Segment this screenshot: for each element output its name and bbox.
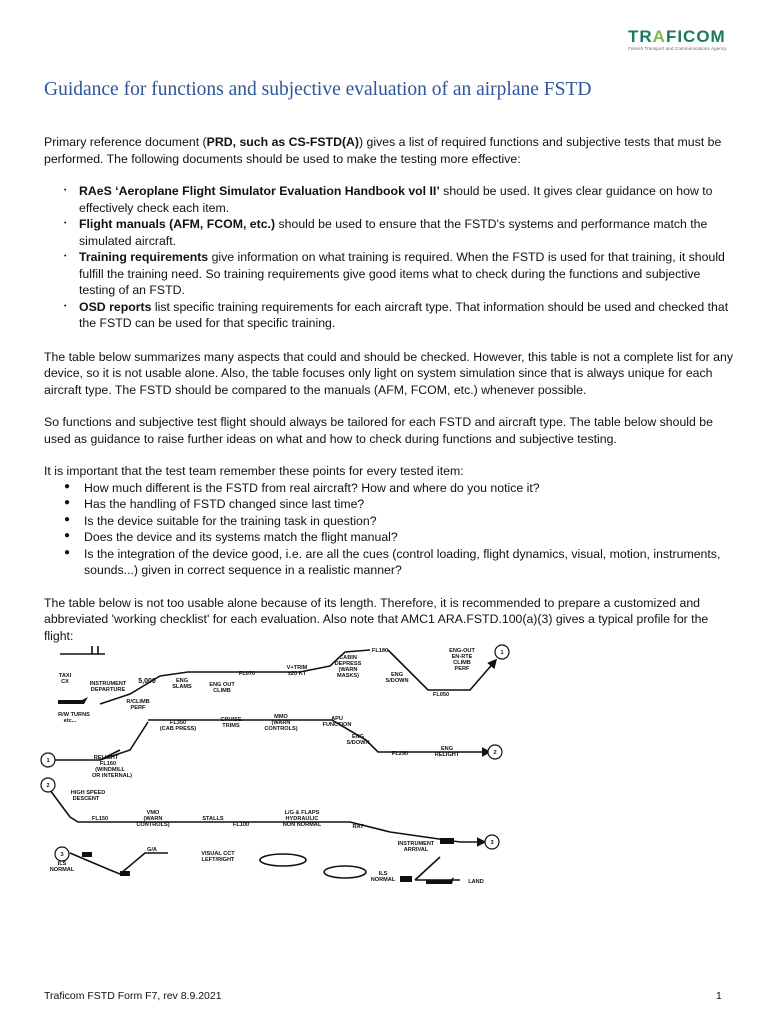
label-arrival: ARRIVAL: [403, 847, 429, 853]
label-vmo: VMO: [146, 810, 160, 816]
list-item-bold: RAeS ‘Aeroplane Flight Simulator Evaluation Handbook vol II’: [79, 184, 440, 198]
list-item-text: should be used to ensure that the FSTD's systems and performance match the simulated aircraft.: [79, 217, 708, 248]
label-eng-out-r: ENG-OUT: [449, 648, 475, 654]
runway-icon: [400, 876, 412, 882]
cruise-path: [148, 720, 490, 752]
label-circle-2: 2: [493, 750, 497, 756]
label-rat: RAT: [352, 824, 364, 830]
traficom-logo: [628, 28, 740, 51]
list-item: [44, 183, 736, 216]
aircraft-icons: [58, 697, 454, 884]
page-title: Guidance for functions and subjective evaluation of an airplane FSTD: [44, 79, 592, 100]
paragraph: The table below summarizes many aspects that could and should be checked. However, this table is not a complete list for any device, so it is not usable alone. Also, the table focuses only light on system simulation since that is always unique for each aircraft type. The FSTD should be compared to the manuals (AFM, FCOM, etc.) whenever possible.: [44, 349, 733, 397]
label-5000: 5,000: [138, 678, 156, 685]
label-high-speed: HIGH SPEED: [70, 790, 106, 796]
intro-paragraph: [44, 134, 736, 167]
label-trims: TRIMS: [222, 723, 240, 729]
label-fl160: FL160: [99, 761, 117, 767]
list-item-text: give information on what training is required. When the FSTD is used for that training, it should fulfill the training need. So training requirements give good items what to check during the functions and subjective testing of an FSTD.: [79, 250, 725, 297]
intro-text-2: ) gives a list of required functions and subjective tests that must be performed. The following documents should be used to make the testing more effective:: [44, 135, 722, 166]
label-warn: (WARN: [143, 816, 163, 822]
label-cruise: CRUISE: [220, 717, 242, 723]
label-perf-r: PERF: [454, 666, 470, 672]
list-item-text: list specific training requirements for each aircraft type. That information should be used and checked that the FSTD can be used for that specific training.: [79, 299, 729, 330]
list-item: [44, 299, 736, 332]
list-item: ● How much different is the FSTD from real aircraft? How and where do you notice it?: [44, 480, 736, 497]
label-normal: NORMAL: [49, 867, 75, 873]
label-ga: G/A: [147, 847, 157, 853]
label-left-right: LEFT/RIGHT: [201, 857, 235, 863]
label-sdown: S/DOWN: [385, 678, 409, 684]
label-etc: etc...: [63, 718, 77, 724]
aircraft-icon: [426, 877, 454, 884]
label-eng: ENG: [351, 734, 365, 740]
label-normal-r: NORMAL: [370, 877, 396, 883]
footer-text: Traficom FSTD Form F7, rev 8.9.2021: [44, 990, 222, 1002]
label-circle-3b: 3: [490, 840, 494, 846]
list-item-bold: OSD reports: [79, 299, 152, 314]
label-eng-r: ENG: [440, 746, 454, 752]
label-climb: CLIMB: [213, 688, 231, 694]
list-item: ● Is the integration of the device good, i.e. are all the cues (control loading, flight dynamics, visual, motion, instruments, sounds...) given in correct sequence in a realistic manner?: [44, 546, 736, 579]
label-enrte: EN-RTE: [451, 654, 473, 660]
diagram-labels: [46, 648, 503, 885]
label-fl150: FL150: [91, 816, 109, 822]
label-mmo: MMO: [274, 714, 288, 720]
label-fl050: FL050: [432, 692, 450, 698]
paragraph: The table below is not too usable alone because of its length. Therefore, it is recommended to prepare a customized and abbreviated 'working checklist' for each evaluation. Also note that AMC1 ARA.FSTD.100(a)(3) gives a typical profile for the flight:: [44, 595, 709, 643]
aircraft-icon: [58, 697, 88, 704]
label-ils-r: ILS: [378, 871, 388, 877]
list-item: ● Is the device suitable for the training task in question?: [44, 513, 736, 530]
label-relight-r: RELIGHT: [434, 752, 460, 758]
label-eng-sd: ENG: [390, 672, 404, 678]
test-points-list: [44, 480, 736, 579]
label-warn: (WARN: [338, 667, 358, 673]
label-controls: CONTROLS): [264, 726, 298, 732]
logo-wordmark: TRAFICOM: [628, 27, 726, 46]
label-internal: OR INTERNAL): [91, 773, 133, 779]
label-perf: PERF: [130, 705, 146, 711]
label-apu: APU: [331, 716, 343, 722]
label-rw-turns: R/W TURNS: [58, 712, 90, 718]
list-item: [44, 249, 736, 299]
runway-icon: [440, 838, 454, 844]
reference-documents-list: [44, 183, 736, 332]
label-vtrim: V+TRIM: [286, 665, 308, 671]
label-instrument: INSTRUMENT: [397, 841, 435, 847]
taxi-marks: [92, 646, 98, 654]
label-circle-1: 1: [500, 650, 504, 656]
paragraph: It is important that the test team remember these points for every tested item:: [44, 464, 464, 478]
label-visual-cct: VISUAL CCT: [201, 851, 235, 857]
label-controls: CONTROLS): [136, 822, 170, 828]
runway-icon: [82, 852, 92, 857]
label-windmill: (WINDMILL: [95, 767, 125, 773]
label-rclimb: R/CLIMB: [126, 699, 150, 705]
label-land: LAND: [468, 879, 484, 885]
intro-text-1: Primary reference document (: [44, 135, 207, 149]
visual-circuit-pattern: [260, 854, 306, 866]
depress-descent-path: [385, 650, 442, 690]
label-fl070: FL070: [238, 671, 256, 677]
label-cab-press: (CAB PRESS): [159, 726, 197, 732]
label-circle-1b: 1: [46, 758, 50, 764]
label-masks: MASKS): [336, 673, 360, 679]
label-climb-r: CLIMB: [453, 660, 471, 666]
intro-bold: PRD, such as CS-FSTD(A): [206, 135, 360, 149]
label-departure: DEPARTURE: [90, 687, 126, 693]
label-function: FUNCTION: [322, 722, 352, 728]
circuit-pattern-2: [324, 866, 366, 878]
runway-icon: [120, 871, 130, 876]
label-sdown: S/DOWN: [346, 740, 370, 746]
label-warn: (WARN: [271, 720, 291, 726]
label-hydraulic: HYDRAULIC: [285, 816, 319, 822]
label-relight: RELIGHT: [93, 755, 119, 761]
list-item: ● Does the device and its systems match the flight manual?: [44, 529, 736, 546]
label-circle-2b: 2: [46, 783, 50, 789]
label-fl100: FL100: [232, 822, 250, 828]
label-stalls: STALLS: [202, 816, 224, 822]
label-eng-out: ENG OUT: [209, 682, 235, 688]
label-circle-3: 3: [60, 852, 64, 858]
paragraph: So functions and subjective test flight should always be tailored for each FSTD and aircraft type. The table below should be used as guidance to raise further ideas on what and how to check during functions and subjective testing.: [44, 415, 713, 446]
label-non-normal: NON NORMAL: [282, 822, 322, 828]
list-item: [44, 216, 736, 249]
ils-final-path: [415, 857, 440, 880]
label-kt: ±20 KT: [287, 671, 307, 677]
flight-profile-diagram: [40, 642, 560, 897]
label-cabin: CABIN: [339, 655, 357, 661]
label-fl350: FL350: [169, 720, 187, 726]
label-depress: DEPRESS: [334, 661, 362, 667]
page-number: 1: [716, 990, 722, 1002]
list-item-text: should be used. It gives clear guidance on how to effectively check each item.: [79, 184, 713, 215]
label-cx: CX: [61, 679, 69, 685]
label-eng: ENG: [175, 678, 189, 684]
logo-subtitle: Finnish Transport and Communications Agency: [628, 46, 727, 51]
label-ils: ILS: [57, 861, 67, 867]
label-fl290: FL290: [391, 751, 409, 757]
list-item-bold: Flight manuals (AFM, FCOM, etc.): [79, 217, 276, 231]
label-instrument: INSTRUMENT: [89, 681, 127, 687]
list-item-bold: Training requirements: [79, 250, 209, 264]
label-descent: DESCENT: [72, 796, 100, 802]
label-slams: SLAMS: [172, 684, 192, 690]
list-item: ● Has the handling of FSTD changed since last time?: [44, 496, 736, 513]
document-body: [44, 134, 736, 644]
label-fl180: FL180: [371, 648, 389, 654]
label-lg-flaps: L/G & FLAPS: [284, 810, 320, 816]
label-taxi: TAXI: [58, 673, 72, 679]
